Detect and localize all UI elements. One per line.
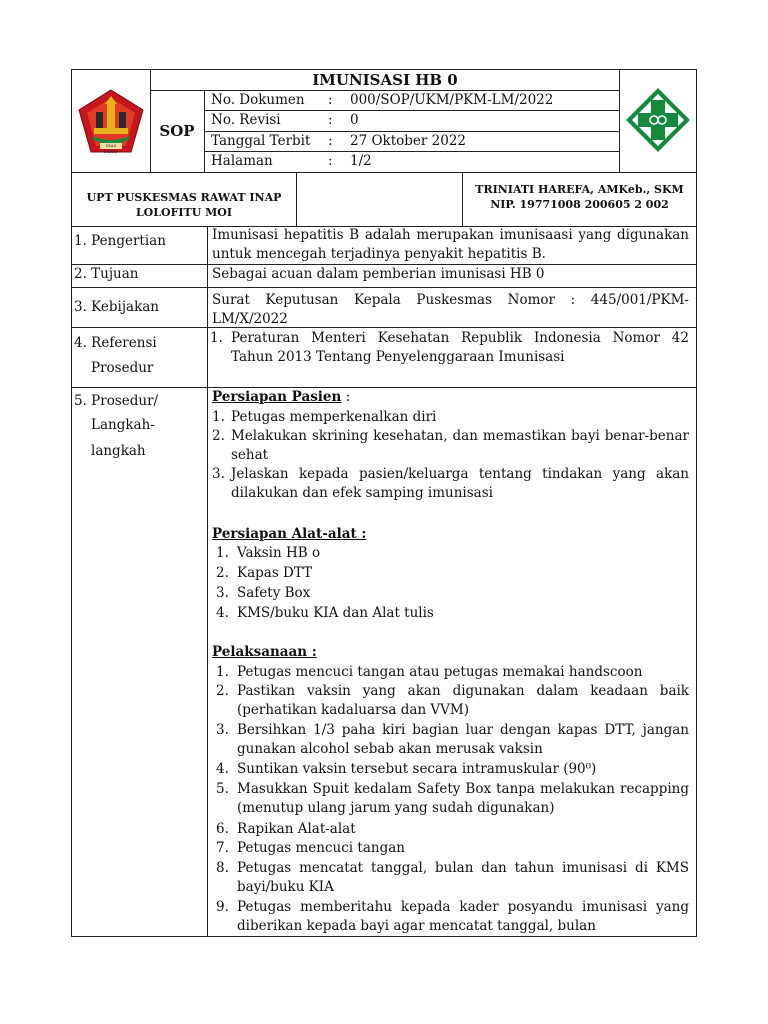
list-item-text: Kapas DTT [237, 565, 313, 581]
list-item-text: Pastikan vaksin yang akan digunakan dalam keadaan baik (perhatikan kadaluarsa dan VVM) [237, 683, 689, 718]
list-item-text: Bersihkan 1/3 paha kiri bagian luar dengan kapas DTT, jangan gunakan alcohol sebab akan merusak vaksin [237, 722, 689, 757]
meta-label-revisi: No. Revisi [211, 112, 281, 128]
section-title-text: Persiapan Pasien [212, 389, 342, 405]
row-label-referensi-1: 4. Referensi [74, 335, 157, 351]
list-item-number: 1. [216, 664, 229, 680]
divider [296, 172, 297, 227]
list-item-number: 2. [212, 428, 225, 444]
institution-name-line2: LOLOFITU MOI [135, 206, 233, 219]
row-text-kebijakan: Surat Keputusan Kepala Puskesmas Nomor : 445/001/PKM-LM/X/2022 [212, 292, 689, 327]
section-title-persiapan-pasien [212, 388, 350, 407]
list-item-text: Vaksin HB o [237, 545, 321, 561]
list-item [212, 427, 689, 465]
list-item [212, 408, 689, 427]
list-item [216, 760, 689, 779]
list-item-number: 4. [216, 761, 229, 777]
puskesmas-logo [624, 86, 692, 154]
list-item [216, 604, 689, 623]
list-item-number: 1. [212, 409, 225, 425]
list-item [216, 544, 689, 563]
meta-sep: : [328, 92, 333, 108]
list-item [216, 682, 689, 720]
list-item [216, 898, 689, 936]
section-title-text: Persiapan Alat-alat : [212, 526, 367, 542]
list-item [216, 564, 689, 583]
list-item-number: 9. [216, 899, 229, 915]
list-item-number: 3. [216, 722, 229, 738]
section-title-text: Pelaksanaan : [212, 644, 317, 660]
table-border-right [696, 69, 697, 937]
signer-nip: NIP. 19771008 200605 2 002 [490, 198, 669, 211]
referensi-item-text: Peraturan Menteri Kesehatan Republik Indonesia Nomor 42 Tahun 2013 Tentang Penyelenggaraan Imunisasi [231, 330, 689, 365]
list-item-number: 5. [216, 781, 229, 797]
meta-sep: : [328, 153, 333, 169]
meta-value-halaman: 1/2 [350, 153, 372, 169]
list-item-text: Petugas mencatat tanggal, bulan dan tahun imunisasi di KMS bayi/buku KIA [237, 860, 689, 895]
divider [207, 226, 208, 937]
table-border-bottom [71, 936, 697, 937]
list-item [212, 465, 689, 503]
list-item-text: Suntikan vaksin tersebut secara intramuskular (90⁰) [237, 761, 597, 777]
meta-sep: : [328, 133, 333, 149]
list-item-text: Petugas mencuci tangan [237, 840, 405, 856]
meta-label-halaman: Halaman [211, 153, 273, 169]
list-item-number: 1. [216, 545, 229, 561]
signer-name: TRINIATI HAREFA, AMKeb., SKM [475, 183, 684, 196]
list-item-text: Melakukan skrining kesehatan, dan memastikan bayi benar-benar sehat [231, 428, 689, 463]
section-title-pelaksanaan [212, 643, 317, 662]
meta-value-dokumen: 000/SOP/UKM/PKM-LM/2022 [350, 92, 554, 108]
row-label-tujuan: 2. Tujuan [74, 266, 139, 282]
list-item-text: Jelaskan kepada pasien/keluarga tentang tindakan yang akan dilakukan dan efek samping imunisasi [231, 466, 689, 501]
list-item-number: 7. [216, 840, 229, 856]
regency-logo [76, 88, 146, 156]
list-item-text: Safety Box [237, 585, 311, 601]
logo-text: NIAS BARAT [103, 143, 119, 154]
institution-name-line1: UPT PUSKESMAS RAWAT INAP [86, 191, 282, 204]
list-item-text: KMS/buku KIA dan Alat tulis [237, 605, 434, 621]
row-label-referensi-2: Prosedur [91, 360, 154, 376]
list-item [216, 721, 689, 759]
sop-label: SOP [159, 122, 195, 140]
meta-value-revisi: 0 [350, 112, 359, 128]
list-item-number: 2. [216, 683, 229, 699]
row-label-prosedur-2: Langkah- [91, 417, 155, 433]
list-item-number: 4. [216, 605, 229, 621]
row-text-pengertian: Imunisasi hepatitis B adalah merupakan imunisaasi yang digunakan untuk mencegah terjadinya penyakit hepatitis B. [212, 227, 689, 262]
divider [71, 287, 697, 288]
list-item [216, 859, 689, 897]
list-item-number: 2. [216, 565, 229, 581]
list-item-number: 6. [216, 821, 229, 837]
meta-label-tanggal: Tanggal Terbit [211, 133, 311, 149]
divider [71, 172, 697, 173]
list-item-text: Petugas memperkenalkan diri [231, 409, 437, 425]
list-item-text: Masukkan Spuit kedalam Safety Box tanpa melakukan recapping (menutup ulang jarum yang sudah digunakan) [237, 781, 689, 816]
divider [71, 387, 697, 388]
list-item [216, 584, 689, 603]
list-item [216, 839, 689, 858]
section-title-persiapan-alat [212, 525, 366, 544]
row-label-pengertian: 1. Pengertian [74, 233, 166, 249]
list-item-text: Rapikan Alat-alat [237, 821, 356, 837]
list-item [216, 663, 689, 682]
meta-label-dokumen: No. Dokumen [211, 92, 305, 108]
list-item-text: Petugas memberitahu kepada kader posyandu imunisasi yang diberikan kepada bayi agar mencatat tanggal, bulan [237, 899, 689, 934]
referensi-item-number: 1. [210, 330, 223, 346]
row-label-prosedur-3: langkah [91, 443, 146, 459]
list-item [216, 820, 689, 839]
meta-value-tanggal: 27 Oktober 2022 [350, 133, 467, 149]
row-text-tujuan: Sebagai acuan dalam pemberian imunisasi HB 0 [212, 266, 545, 282]
list-item-text: Petugas mencuci tangan atau petugas memakai handscoon [237, 664, 643, 680]
list-item-number: 3. [216, 585, 229, 601]
list-item-number: 8. [216, 860, 229, 876]
list-item [216, 780, 689, 818]
meta-sep: : [328, 112, 333, 128]
section-title-colon: : [341, 389, 351, 405]
row-label-kebijakan: 3. Kebijakan [74, 299, 160, 315]
row-label-prosedur-1: 5. Prosedur/ [74, 393, 159, 409]
list-item-number: 3. [212, 466, 225, 482]
document-title: IMUNISASI HB 0 [312, 71, 458, 89]
